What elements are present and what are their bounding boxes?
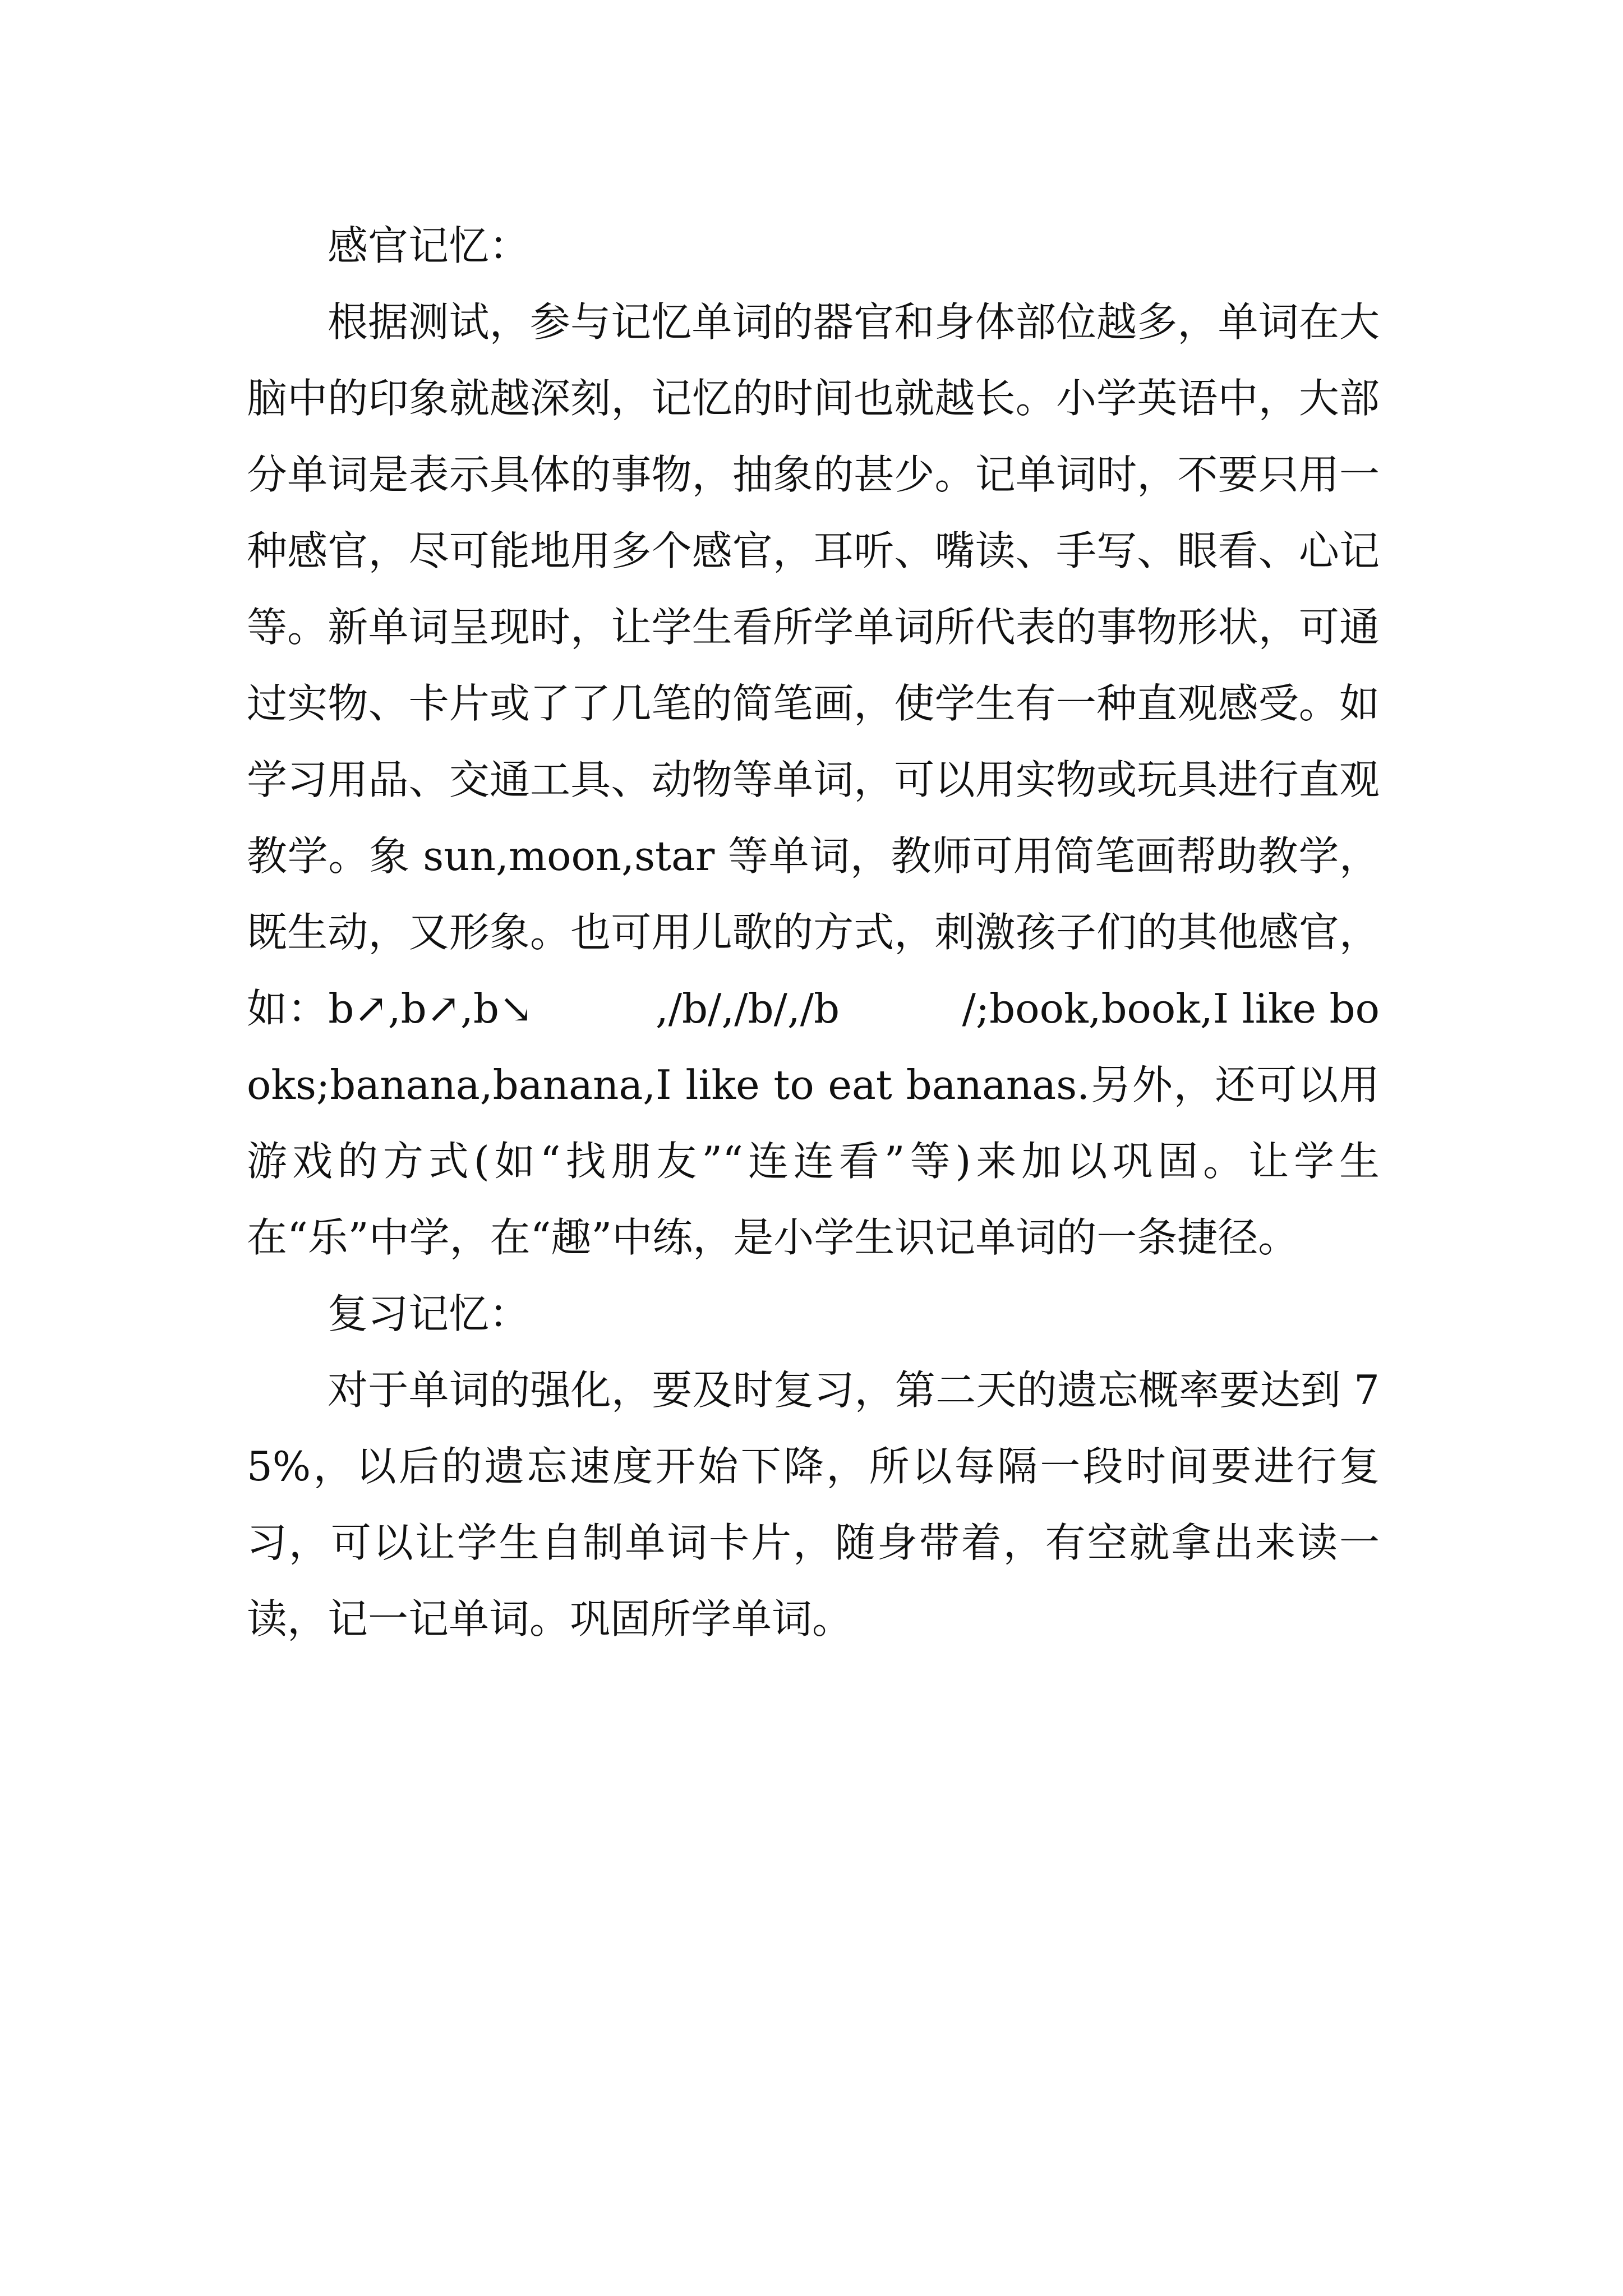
section-heading-review-memory: 复习记忆： (328, 1290, 530, 1337)
section-paragraph-review-memory: 对于单词的强化，要及时复习，第二天的遗忘概率要达到 75%，以后的遗忘速度开始下降，所以每隔一段时间要进行复习，可以让学生自制单词卡片，随身带着，有空就拿出来读一读，记一记单词。巩固所学单词。 (247, 1366, 1380, 1642)
document-body (247, 208, 1380, 1657)
section-paragraph-sensory-memory: 根据测试，参与记忆单词的器官和身体部位越多，单词在大脑中的印象就越深刻，记忆的时间也就越长。小学英语中，大部分单词是表示具体的事物，抽象的甚少。记单词时，不要只用一种感官，尽可能地用多个感官，耳听、嘴读、手写、眼看、心记等。新单词呈现时，让学生看所学单词所代表的事物形状，可通过实物、卡片或了了几笔的简笔画，使学生有一种直观感受。如学习用品、交通工具、动物等单词，可以用实物或玩具进行直观教学。象 sun,moon,star 等单词，教师可用简笔画帮助教学，既生动，又形象。也可用儿歌的方式，刺激孩子们的其他感官，如：b↗,b↗,b↘ ,/b/,/b/,/b /;book,book,I like books;banana,banana,I like to eat bananas.另外，还可以用游戏的方式(如“找朋友”“连连看”等)来加以巩固。让学生在“乐”中学，在“趣”中练，是小学生识记单词的一条捷径。 (247, 298, 1380, 1261)
section-heading-sensory-memory: 感官记忆： (328, 222, 530, 269)
